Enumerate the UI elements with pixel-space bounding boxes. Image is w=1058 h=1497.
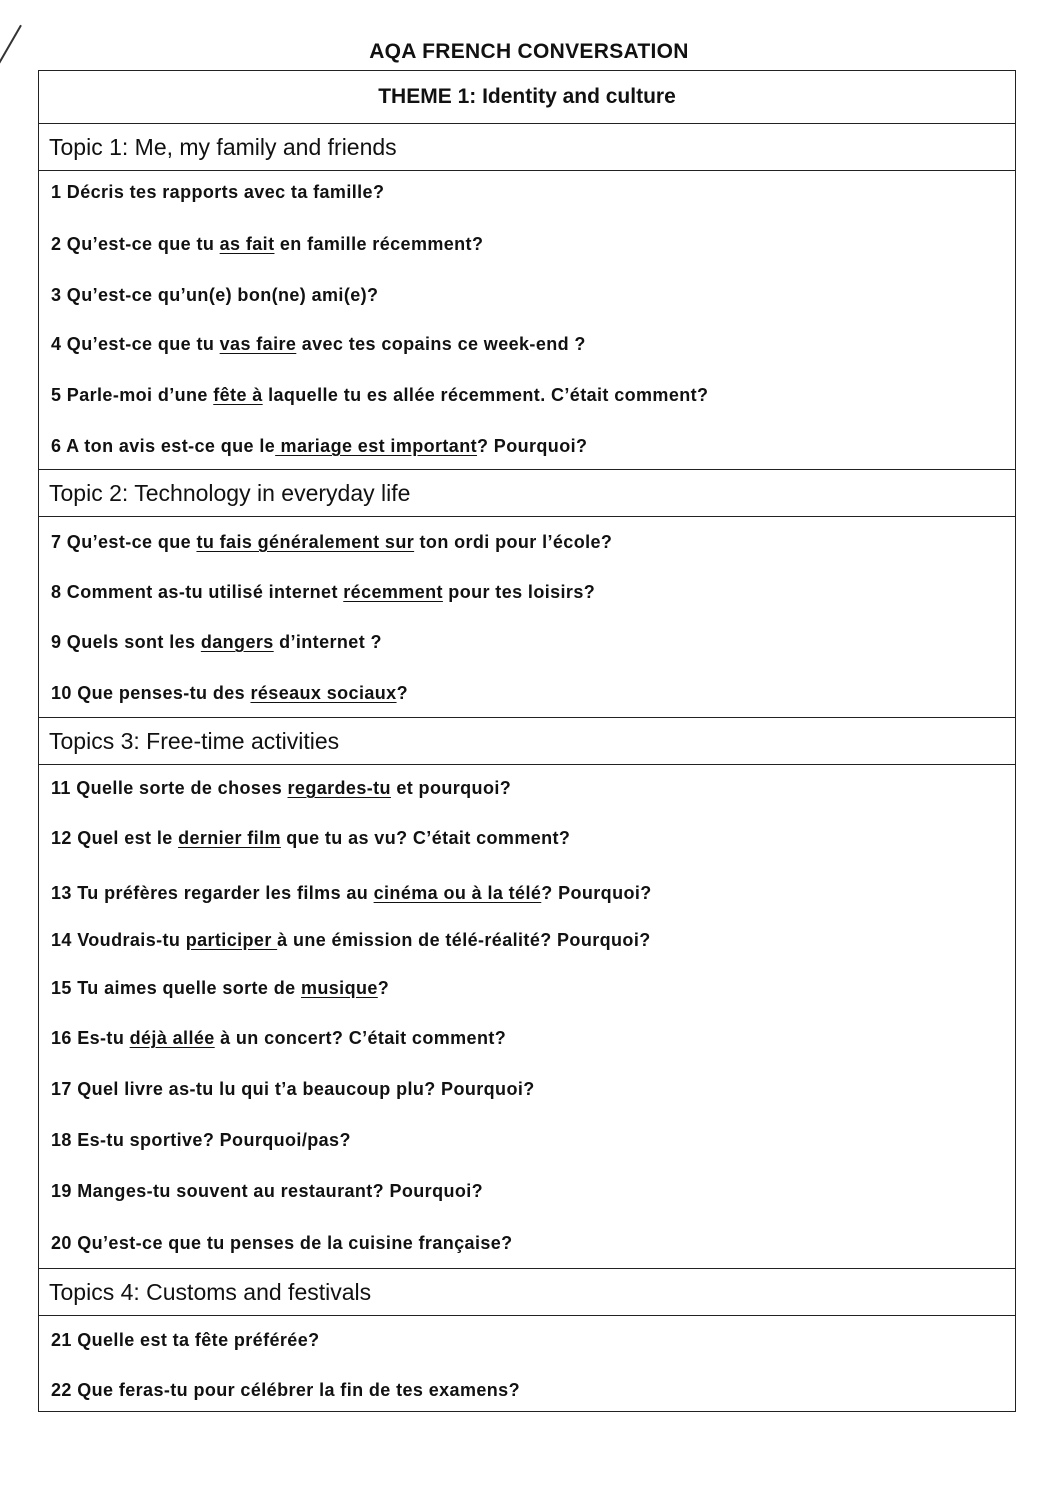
question-12: [51, 828, 570, 849]
theme-heading: THEME 1: Identity and culture: [378, 85, 676, 108]
question-17: [51, 1079, 535, 1100]
question-15: [51, 978, 389, 999]
question-20: [51, 1233, 513, 1254]
question-text: 6 A ton avis est-ce que le: [51, 436, 276, 456]
question-text: à une émission de télé-réalité? Pourquoi?: [277, 930, 651, 950]
question-21: [51, 1330, 320, 1351]
topic-row-4: [39, 1268, 1015, 1316]
question-10: [51, 683, 408, 704]
question-text: et pourquoi?: [390, 778, 512, 798]
underlined-phrase: as fait: [219, 234, 275, 254]
question-text: 7 Qu’est-ce que: [51, 532, 197, 552]
question-text: 4 Qu’est-ce que tu: [51, 334, 220, 354]
question-text: 8 Comment as-tu utilisé internet: [51, 582, 344, 602]
question-text: 1 Décris tes rapports avec ta famille?: [51, 182, 385, 202]
underlined-phrase: vas faire: [219, 334, 297, 354]
question-text: 17 Quel livre as-tu lu qui t’a beaucoup plu? Pourquoi?: [51, 1079, 535, 1099]
question-text: 2 Qu’est-ce que tu: [51, 234, 220, 254]
question-4: [51, 334, 586, 355]
question-text: 13 Tu préfères regarder les films au: [51, 883, 374, 903]
question-text: 18 Es-tu sportive? Pourquoi/pas?: [51, 1130, 351, 1150]
question-text: 11 Quelle sorte de choses: [51, 778, 288, 798]
topic-label: Topic 1: Me, my family and friends: [49, 134, 397, 160]
question-1: [51, 182, 384, 203]
topic-row-3: [39, 717, 1015, 765]
question-text: ? Pourquoi?: [477, 436, 588, 456]
question-text: d’internet ?: [273, 632, 382, 652]
underlined-phrase: fête à: [213, 385, 263, 405]
question-8: [51, 582, 595, 603]
topic-label: Topics 3: Free-time activities: [49, 728, 340, 754]
question-text: 3 Qu’est-ce qu’un(e) bon(ne) ami(e)?: [51, 285, 379, 305]
question-19: [51, 1181, 483, 1202]
question-2: [51, 234, 483, 255]
question-text: ?: [396, 683, 408, 703]
question-text: ? Pourquoi?: [541, 883, 652, 903]
underlined-phrase: dangers: [200, 632, 274, 652]
question-14: [51, 930, 651, 951]
underlined-phrase: dernier film: [178, 828, 281, 848]
underlined-phrase: récemment: [343, 582, 443, 602]
question-text: pour tes loisirs?: [442, 582, 596, 602]
question-text: en famille récemment?: [274, 234, 484, 254]
underlined-phrase: cinéma ou à la télé: [373, 883, 542, 903]
question-6: [51, 436, 587, 457]
question-22: [51, 1380, 520, 1401]
document-title: AQA FRENCH CONVERSATION: [369, 40, 689, 63]
underlined-phrase: mariage est important: [275, 436, 478, 456]
underlined-phrase: déjà allée: [129, 1028, 215, 1048]
underlined-phrase: tu fais généralement sur: [196, 532, 415, 552]
underlined-phrase: réseaux sociaux: [250, 683, 397, 703]
conversation-table: [38, 70, 1016, 1412]
question-text: 14 Voudrais-tu: [51, 930, 186, 950]
question-text: 10 Que penses-tu des: [51, 683, 251, 703]
topic-row-1: [39, 123, 1015, 171]
underlined-phrase: participer: [185, 930, 278, 950]
question-text: 19 Manges-tu souvent au restaurant? Pourquoi?: [51, 1181, 484, 1201]
question-text: 5 Parle-moi d’une: [51, 385, 214, 405]
question-text: laquelle tu es allée récemment. C’était comment?: [262, 385, 709, 405]
question-text: 22 Que feras-tu pour célébrer la fin de tes examens?: [51, 1380, 520, 1400]
question-text: 21 Quelle est ta fête préférée?: [51, 1330, 320, 1350]
topic-label: Topics 4: Customs and festivals: [49, 1279, 372, 1305]
question-11: [51, 778, 511, 799]
question-text: que tu as vu? C’était comment?: [280, 828, 571, 848]
question-text: 12 Quel est le: [51, 828, 179, 848]
topic-label: Topic 2: Technology in everyday life: [49, 480, 411, 506]
question-text: 20 Qu’est-ce que tu penses de la cuisine française?: [51, 1233, 513, 1253]
question-text: ?: [377, 978, 390, 998]
question-18: [51, 1130, 351, 1151]
question-3: [51, 285, 378, 306]
question-16: [51, 1028, 506, 1049]
topic-row-2: [39, 469, 1015, 517]
question-text: 9 Quels sont les: [51, 632, 201, 652]
question-text: 16 Es-tu: [51, 1028, 130, 1048]
question-text: avec tes copains ce week-end ?: [296, 334, 586, 354]
question-text: ton ordi pour l’école?: [414, 532, 613, 552]
question-9: [51, 632, 382, 653]
underlined-phrase: regardes-tu: [287, 778, 391, 798]
question-13: [51, 883, 652, 904]
question-5: [51, 385, 708, 406]
underlined-phrase: musique: [300, 978, 378, 998]
question-text: à un concert? C’était comment?: [214, 1028, 507, 1048]
question-text: 15 Tu aimes quelle sorte de: [51, 978, 301, 998]
question-7: [51, 532, 612, 553]
